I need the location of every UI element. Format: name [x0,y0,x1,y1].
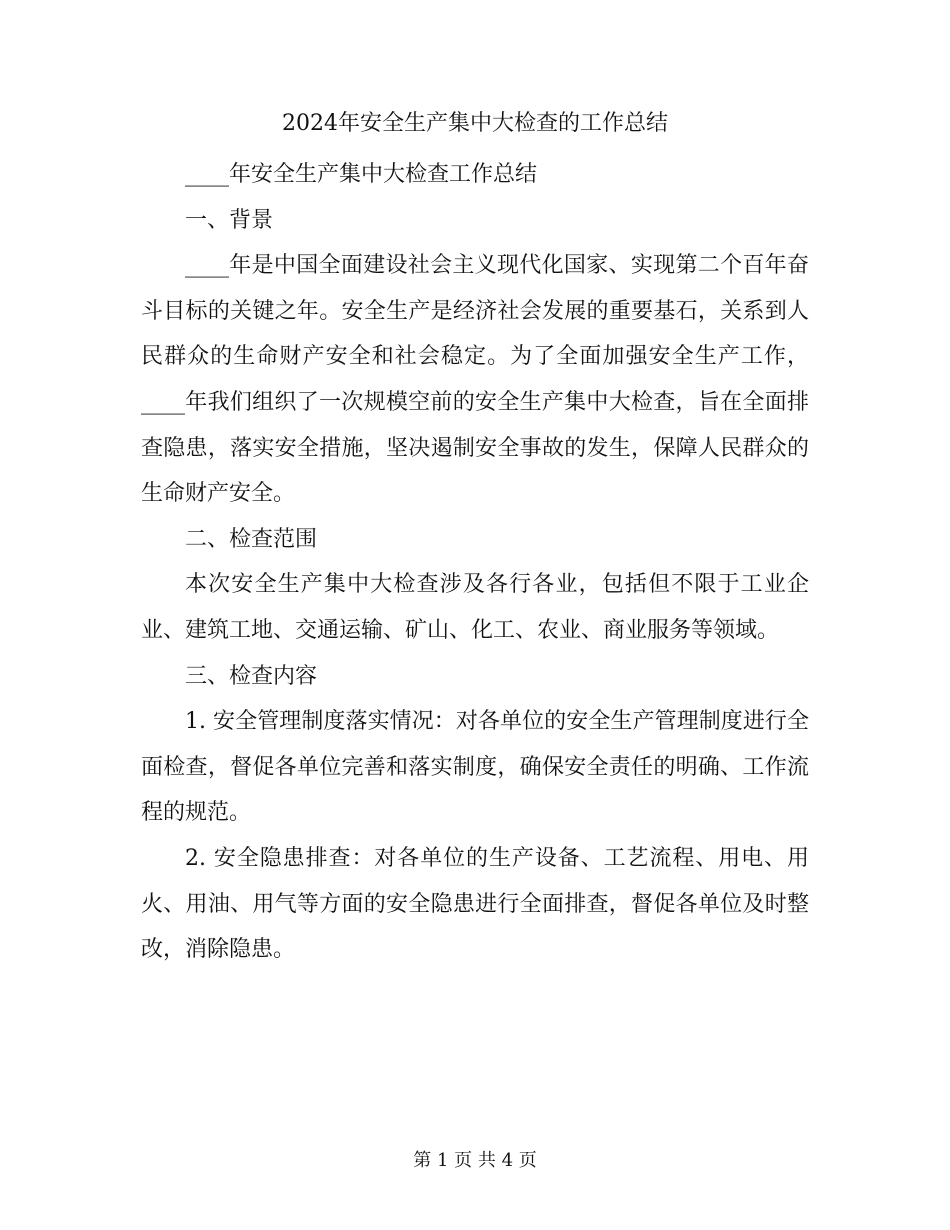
section-heading-scope: 二、检查范围 [185,526,318,552]
content-item-2: 2. 安全隐患排查：对各单位的生产设备、工艺流程、用电、用火、用油、用气等方面的安全隐患进行全面排查，督促各单位及时整改，消除隐患。 [141,845,809,963]
page-number-footer: 第 1 页 共 4 页 [413,1150,537,1171]
section-heading-content: 三、检查内容 [185,663,318,689]
subtitle-paragraph: ____年安全生产集中大检查工作总结 [185,162,538,187]
document-body [141,152,809,973]
document-title: 2024年安全生产集中大检查的工作总结 [282,111,668,136]
background-paragraph: ____年是中国全面建设社会主义现代化国家、实现第二个百年奋斗目标的关键之年。安全生产是经济社会发展的重要基石，关系到人民群众的生命财产安全和社会稳定。为了全面加强安全生产工作，____年我们组织了一次规模空前的安全生产集中大检查，旨在全面排查隐患，落实安全措施，坚决遏制安全事故的发生，保障人民群众的生命财产安全。 [141,253,809,507]
section-heading-background: 一、背景 [185,207,274,233]
scope-paragraph: 本次安全生产集中大检查涉及各行各业，包括但不限于工业企业、建筑工地、交通运输、矿山、化工、农业、商业服务等领域。 [141,572,809,643]
content-item-1: 1. 安全管理制度落实情况：对各单位的安全生产管理制度进行全面检查，督促各单位完善和落实制度，确保安全责任的明确、工作流程的规范。 [141,709,809,826]
